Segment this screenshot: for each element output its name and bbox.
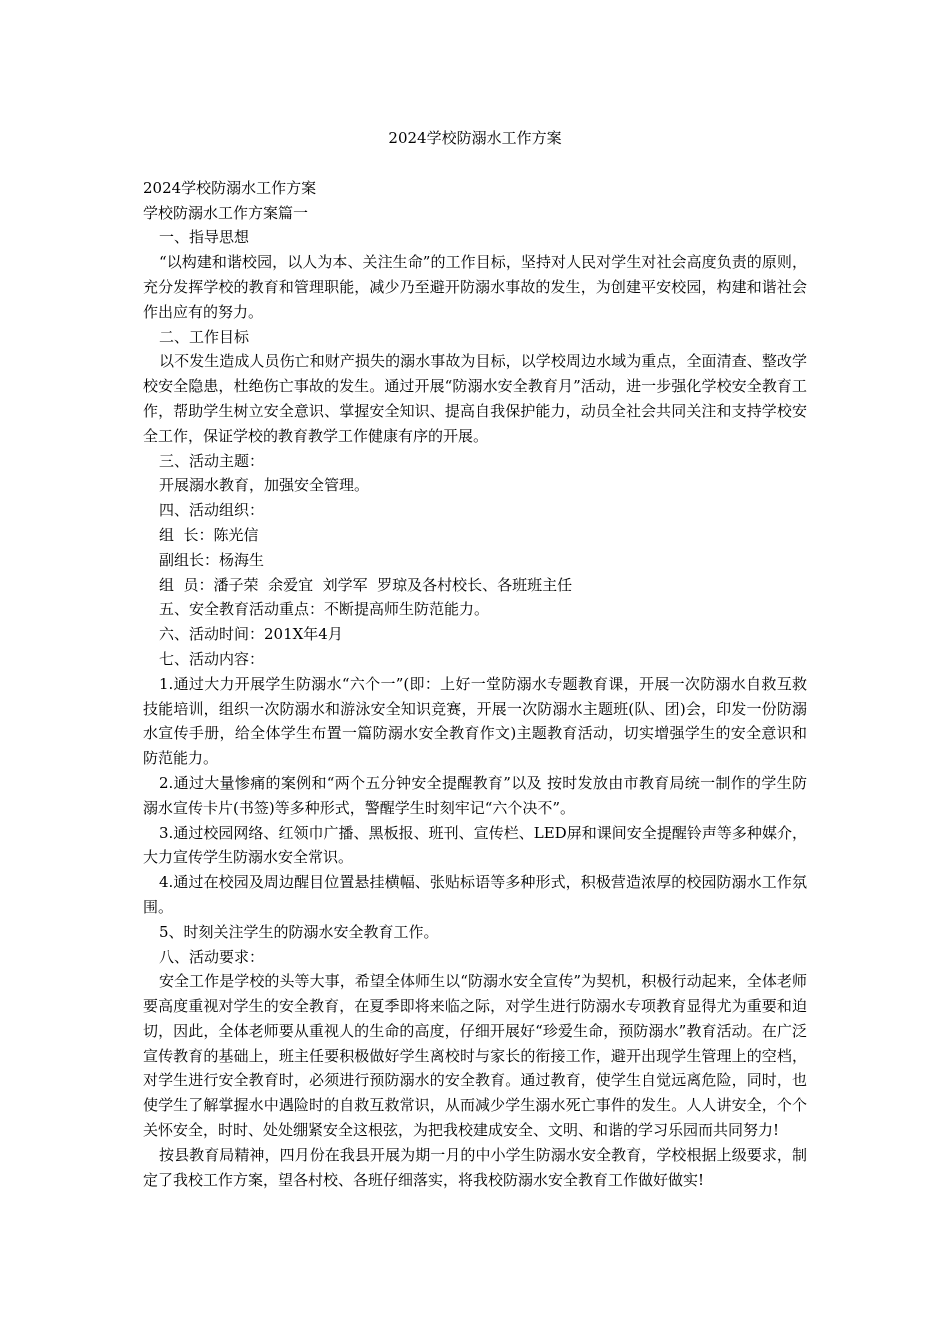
section-requirements-body: 安全工作是学校的头等大事，希望全体师生以“防溺水安全宣传”为契机，积极行动起来，全体老师要高度重视对学生的安全教育，在夏季即将来临之际，对学生进行防溺水专项教育显得尤为重要和迫切，因此，全体老师要从重视人的生命的高度，仔细开展好“珍爱生命，预防溺水”教育活动。在广泛宣传教育的基础上，班主任要积极做好学生离校时与家长的衔接工作，避开出现学生管理上的空档，对学生进行安全教育时，必须进行预防溺水的安全教育。通过教育，使学生自觉远离危险，同时，也使学生了解掌握水中遇险时的自救互救常识，从而减少学生溺水死亡事件的发生。人人讲安全，个个关怀安全，时时、处处绷紧安全这根弦，为把我校建成安全、文明、和谐的学习乐园而共同努力!: [143, 972, 807, 1140]
content-item-3: 3.通过校园网络、红领巾广播、黑板报、班刊、宣传栏、LED屏和课间安全提醒铃声等多种媒介，大力宣传学生防溺水安全常识。: [143, 823, 807, 867]
content-item-2: 2.通过大量惨痛的案例和“两个五分钟安全提醒教育”以及 按时发放由市教育局统一制作的学生防溺水宣传卡片(书签)等多种形式，警醒学生时刻牢记“六个决不”。: [143, 773, 807, 817]
section-time: 六、活动时间：201X年4月: [159, 625, 343, 644]
org-deputy: 副组长：杨海生: [159, 550, 265, 569]
closing-paragraph: 按县教育局精神，四月份在我县开展为期一月的中小学生防溺水安全教育，学校根据上级要求，制定了我校工作方案，望各村校、各班仔细落实，将我校防溺水安全教育工作做好做实!: [143, 1145, 807, 1189]
section-content-title: 七、活动内容：: [159, 649, 265, 668]
org-members: 组 员：潘子荣 余爱宜 刘学军 罗琼及各村校长、各班班主任: [159, 575, 573, 594]
document-page: [143, 126, 807, 1192]
section-organization-title: 四、活动组织：: [159, 501, 265, 520]
section-work-goal-body: 以不发生造成人员伤亡和财产损失的溺水事故为目标，以学校周边水域为重点，全面清查、整改学校安全隐患，杜绝伤亡事故的发生。通过开展“防溺水安全教育月”活动，进一步强化学校安全教育工作，帮助学生树立安全意识、掌握安全知识、提高自我保护能力，动员全社会共同关注和支持学校安全工作，保证学校的教育教学工作健康有序的开展。: [143, 352, 807, 445]
section-focus: 五、安全教育活动重点：不断提高师生防范能力。: [159, 600, 490, 619]
document-title: 2024学校防溺水工作方案: [388, 129, 562, 147]
heading-main: 2024学校防溺水工作方案: [143, 178, 317, 197]
content-item-1: 1.通过大力开展学生防溺水“六个一”(即：上好一堂防溺水专题教育课，开展一次防溺水自救互救技能培训，组织一次防溺水和游泳安全知识竞赛，开展一次防溺水主题班(队、团)会，印发一份防溺水宣传手册，给全体学生布置一篇防溺水安全教育作文)主题教育活动，切实增强学生的安全意识和防范能力。: [143, 674, 807, 768]
title-spacer: [143, 151, 807, 176]
section-work-goal-title: 二、工作目标: [159, 327, 250, 346]
section-requirements-title: 八、活动要求：: [159, 947, 265, 966]
content-item-4: 4.通过在校园及周边醒目位置悬挂横幅、张贴标语等多种形式，积极营造浓厚的校园防溺水工作氛围。: [143, 873, 807, 916]
org-leader: 组 长：陈光信: [159, 525, 259, 544]
content-item-5: 5、时刻关注学生的防溺水安全教育工作。: [159, 922, 439, 941]
section-theme-title: 三、活动主题：: [159, 451, 265, 470]
section-theme-body: 开展溺水教育，加强安全管理。: [159, 476, 370, 495]
heading-part-one: 学校防溺水工作方案篇一: [143, 203, 309, 222]
section-guiding-thought-title: 一、指导思想: [159, 228, 250, 247]
section-guiding-thought-body: “以构建和谐校园，以人为本、关注生命”的工作目标，坚持对人民对学生对社会高度负责的原则，充分发挥学校的教育和管理职能，减少乃至避开防溺水事故的发生，为创建平安校园，构建和谐社会作出应有的努力。: [143, 253, 807, 321]
